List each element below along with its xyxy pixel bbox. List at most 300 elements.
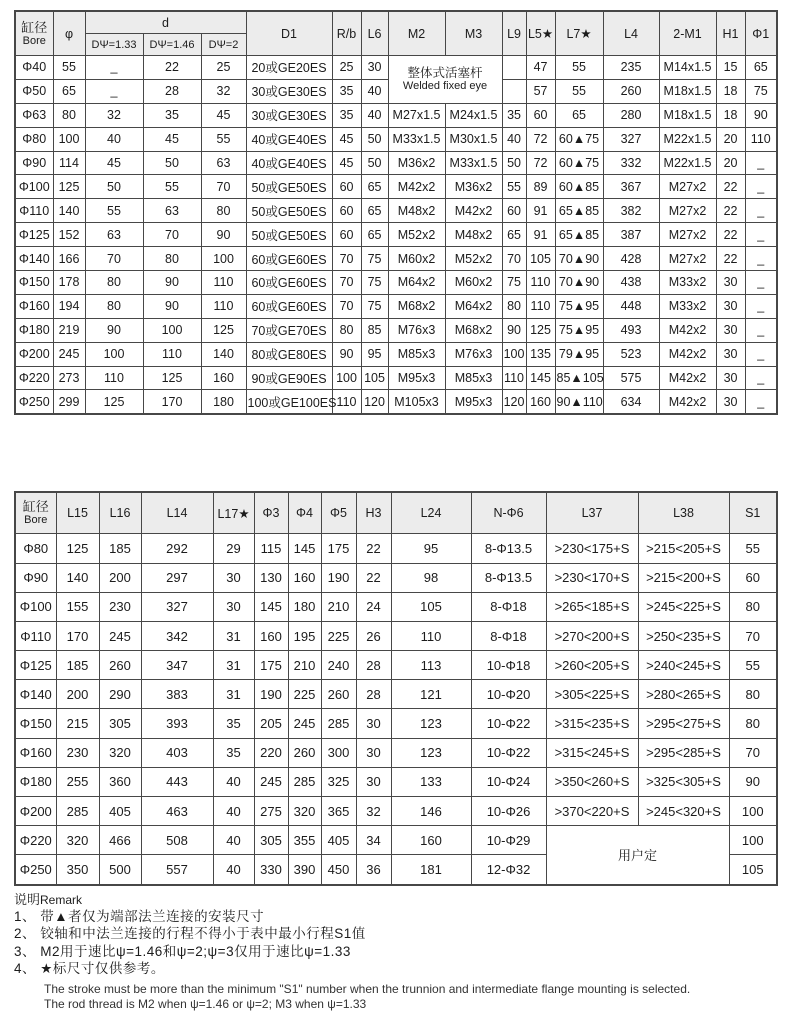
- table-cell: 65: [502, 223, 526, 247]
- header-h1: H1: [716, 11, 745, 56]
- table-cell: 22: [356, 534, 391, 563]
- table-cell: 30或GE30ES: [246, 79, 332, 103]
- table-cell: 10-Φ22: [471, 709, 546, 738]
- table-row: [15, 651, 777, 680]
- table-cell: >350<260+S: [546, 767, 638, 796]
- table-cell: 225: [288, 680, 321, 709]
- header-l17: L17★: [213, 492, 254, 534]
- bore-cell: Φ250: [15, 390, 53, 414]
- table-cell: 70▲90: [555, 271, 603, 295]
- table-cell: 405: [321, 826, 356, 855]
- table-cell: 40: [213, 826, 254, 855]
- table-cell: 60▲75: [555, 151, 603, 175]
- table-cell: M33x1.5: [445, 151, 502, 175]
- table-cell: M30x1.5: [445, 127, 502, 151]
- table-cell: M95x3: [388, 366, 445, 390]
- table-cell: 463: [141, 797, 213, 826]
- table-cell: [502, 56, 526, 80]
- table-cell: 63: [201, 151, 246, 175]
- table-cell: 80: [729, 709, 777, 738]
- table-cell: 110: [526, 271, 555, 295]
- table-cell: M85x3: [445, 366, 502, 390]
- table-row: [15, 175, 777, 199]
- table-cell: 60: [729, 563, 777, 592]
- table-cell: 110: [85, 366, 143, 390]
- table-cell: 80: [143, 247, 201, 271]
- bore-cell: Φ100: [15, 592, 56, 621]
- t2-header-row: [15, 492, 777, 534]
- table-cell: 55: [85, 199, 143, 223]
- table-row: [15, 318, 777, 342]
- table-cell: >215<205+S: [638, 534, 729, 563]
- table-cell: 90: [143, 271, 201, 295]
- header-l9: L9: [502, 11, 526, 56]
- table-cell: 80: [85, 271, 143, 295]
- table-cell: 20: [716, 127, 745, 151]
- table-cell: 72: [526, 127, 555, 151]
- table-cell: 125: [85, 390, 143, 414]
- table-cell: 110: [201, 271, 246, 295]
- table-cell: 85▲105: [555, 366, 603, 390]
- user-defined-cell: 用户定: [546, 826, 729, 885]
- table-cell: 60或GE60ES: [246, 247, 332, 271]
- header-bore-en: Bore: [24, 514, 48, 527]
- table-cell: 45: [85, 151, 143, 175]
- table-cell: 65: [361, 223, 388, 247]
- table-row: [15, 621, 777, 650]
- table-row: [15, 127, 777, 151]
- table-cell: 180: [288, 592, 321, 621]
- bore-cell: Φ150: [15, 709, 56, 738]
- table-cell: _: [745, 294, 777, 318]
- table-cell: 170: [143, 390, 201, 414]
- table-cell: 508: [141, 826, 213, 855]
- table-cell: 100: [85, 342, 143, 366]
- table-cell: 65▲85: [555, 199, 603, 223]
- table-cell: 90: [143, 294, 201, 318]
- remark-item-2: 2、 铰轴和中法兰连接的行程不得小于表中最小行程S1值: [14, 926, 366, 942]
- table-cell: 50: [85, 175, 143, 199]
- table-row: [15, 151, 777, 175]
- table-cell: >240<245+S: [638, 651, 729, 680]
- table-cell: 55: [729, 651, 777, 680]
- table-cell: 60: [526, 103, 555, 127]
- table-cell: 100: [143, 318, 201, 342]
- table-cell: 175: [254, 651, 288, 680]
- table-cell: 450: [321, 855, 356, 885]
- header-d-psi-133: DΨ=1.33: [85, 34, 143, 56]
- table-cell: 40或GE40ES: [246, 127, 332, 151]
- cylinder-dimensions-table-bottom: [14, 491, 778, 885]
- remark-item-4: 4、 ★标尺寸仅供参考。: [14, 961, 165, 977]
- table-cell: _: [745, 366, 777, 390]
- cylinder-dimensions-table-top: [14, 10, 778, 415]
- table-cell: 367: [603, 175, 659, 199]
- header-phi5: Φ5: [321, 492, 356, 534]
- table-cell: 105: [526, 247, 555, 271]
- table-cell: 50: [143, 151, 201, 175]
- table-row: [15, 826, 777, 855]
- table-cell: 100: [729, 826, 777, 855]
- table-cell: 29: [213, 534, 254, 563]
- table-cell: 95: [361, 342, 388, 366]
- table-cell: 91: [526, 199, 555, 223]
- table-cell: M85x3: [388, 342, 445, 366]
- table-cell: 557: [141, 855, 213, 885]
- table-cell: 57: [526, 79, 555, 103]
- table-cell: 100: [53, 127, 85, 151]
- table-cell: 30: [716, 342, 745, 366]
- table-cell: 110: [391, 621, 471, 650]
- table-row: [15, 271, 777, 295]
- table-cell: >315<245+S: [546, 738, 638, 767]
- table-cell: 297: [141, 563, 213, 592]
- bore-cell: Φ140: [15, 247, 53, 271]
- table-row: [15, 709, 777, 738]
- bore-cell: Φ125: [15, 223, 53, 247]
- table-cell: 30: [716, 366, 745, 390]
- table-cell: 60▲75: [555, 127, 603, 151]
- table-cell: 95: [391, 534, 471, 563]
- table-cell: _: [745, 151, 777, 175]
- table-cell: 305: [99, 709, 141, 738]
- table-cell: 194: [53, 294, 85, 318]
- table-cell: >230<175+S: [546, 534, 638, 563]
- table-cell: M48x2: [445, 223, 502, 247]
- table-cell: M60x2: [388, 247, 445, 271]
- table-cell: M76x3: [388, 318, 445, 342]
- table-row: [15, 534, 777, 563]
- table-cell: 50: [361, 151, 388, 175]
- table-cell: 181: [391, 855, 471, 885]
- remarks-title: [14, 892, 776, 908]
- table-cell: >270<200+S: [546, 621, 638, 650]
- table-cell: 75: [745, 79, 777, 103]
- bore-cell: Φ220: [15, 366, 53, 390]
- table-cell: 125: [143, 366, 201, 390]
- header-s1: S1: [729, 492, 777, 534]
- table-cell: M42x2: [659, 366, 716, 390]
- table-cell: 60或GE60ES: [246, 294, 332, 318]
- table-cell: 35: [213, 738, 254, 767]
- table-cell: M18x1.5: [659, 79, 716, 103]
- table-cell: 500: [99, 855, 141, 885]
- table-cell: 45: [201, 103, 246, 127]
- table-cell: 45: [143, 127, 201, 151]
- table-cell: 30: [716, 271, 745, 295]
- bore-cell: Φ125: [15, 651, 56, 680]
- table-cell: 75: [502, 271, 526, 295]
- table-row: [15, 56, 777, 80]
- table-cell: >250<235+S: [638, 621, 729, 650]
- table-cell: 60: [502, 199, 526, 223]
- table-cell: 230: [56, 738, 99, 767]
- table-cell: 28: [143, 79, 201, 103]
- table-cell: 45: [332, 127, 361, 151]
- table-cell: 31: [213, 621, 254, 650]
- table-cell: M42x2: [659, 318, 716, 342]
- header-m3: M3: [445, 11, 502, 56]
- table-row: [15, 738, 777, 767]
- table-cell: M42x2: [388, 175, 445, 199]
- table-cell: 10-Φ20: [471, 680, 546, 709]
- table-cell: 50或GE50ES: [246, 199, 332, 223]
- bore-cell: Φ100: [15, 175, 53, 199]
- table-cell: 70▲90: [555, 247, 603, 271]
- header-rb: R/b: [332, 11, 361, 56]
- table-cell: >280<265+S: [638, 680, 729, 709]
- table-cell: 105: [361, 366, 388, 390]
- table-cell: 10-Φ26: [471, 797, 546, 826]
- table-cell: 50或GE50ES: [246, 175, 332, 199]
- table-cell: 299: [53, 390, 85, 414]
- table-cell: 160: [288, 563, 321, 592]
- table-cell: 110: [745, 127, 777, 151]
- table-cell: 12-Φ32: [471, 855, 546, 885]
- table-cell: M27x2: [659, 175, 716, 199]
- table-cell: 80: [729, 592, 777, 621]
- table-cell: 260: [99, 651, 141, 680]
- table-cell: 145: [254, 592, 288, 621]
- table-cell: 175: [321, 534, 356, 563]
- header-l37: L37: [546, 492, 638, 534]
- table-cell: 20: [716, 151, 745, 175]
- table-cell: 185: [99, 534, 141, 563]
- table-cell: 90: [332, 342, 361, 366]
- table-cell: 110: [502, 366, 526, 390]
- table-cell: 55: [555, 79, 603, 103]
- table-row: [15, 199, 777, 223]
- table-cell: 90: [745, 103, 777, 127]
- table-cell: 90: [85, 318, 143, 342]
- welded-fixed-eye-cell: 整体式活塞杆 Welded fixed eye: [388, 56, 502, 104]
- table-cell: 31: [213, 680, 254, 709]
- table-row: [15, 563, 777, 592]
- table-cell: 133: [391, 767, 471, 796]
- table-row: [15, 103, 777, 127]
- table-cell: _: [85, 56, 143, 80]
- table-cell: 55: [502, 175, 526, 199]
- table-cell: 100: [332, 366, 361, 390]
- table-cell: 448: [603, 294, 659, 318]
- table-cell: 90或GE90ES: [246, 366, 332, 390]
- table-cell: 65: [361, 175, 388, 199]
- bore-cell: Φ250: [15, 855, 56, 885]
- table-cell: 8-Φ18: [471, 592, 546, 621]
- table-cell: >230<170+S: [546, 563, 638, 592]
- table-cell: M42x2: [445, 199, 502, 223]
- table-cell: 70: [143, 223, 201, 247]
- table-cell: M36x2: [445, 175, 502, 199]
- table-cell: 347: [141, 651, 213, 680]
- header-n-phi6: N-Φ6: [471, 492, 546, 534]
- table-row: [15, 680, 777, 709]
- table-cell: 70: [332, 294, 361, 318]
- table-cell: 90: [729, 767, 777, 796]
- table-cell: _: [745, 175, 777, 199]
- table-cell: 210: [288, 651, 321, 680]
- table-cell: 65: [53, 79, 85, 103]
- table-cell: 285: [56, 797, 99, 826]
- bore-cell: Φ40: [15, 56, 53, 80]
- table-cell: 245: [53, 342, 85, 366]
- table-cell: 305: [254, 826, 288, 855]
- table-cell: 245: [99, 621, 141, 650]
- table-row: [15, 294, 777, 318]
- table-cell: 365: [321, 797, 356, 826]
- bore-cell: Φ180: [15, 318, 53, 342]
- header-l15: L15: [56, 492, 99, 534]
- table-cell: M33x1.5: [388, 127, 445, 151]
- table-cell: M27x1.5: [388, 103, 445, 127]
- table-cell: 200: [56, 680, 99, 709]
- header-bore-cn: 缸径: [22, 499, 49, 515]
- table-cell: 273: [53, 366, 85, 390]
- table-cell: >295<285+S: [638, 738, 729, 767]
- table-cell: 100: [502, 342, 526, 366]
- table-cell: 70: [201, 175, 246, 199]
- header-l14: L14: [141, 492, 213, 534]
- table-cell: 45: [332, 151, 361, 175]
- table-cell: 160: [391, 826, 471, 855]
- table-cell: 18: [716, 79, 745, 103]
- table-cell: 200: [99, 563, 141, 592]
- table-cell: M95x3: [445, 390, 502, 414]
- table-cell: 30: [361, 56, 388, 80]
- table-cell: 403: [141, 738, 213, 767]
- table-cell: 195: [288, 621, 321, 650]
- table-cell: 320: [99, 738, 141, 767]
- table-cell: 140: [56, 563, 99, 592]
- header-bore: [15, 492, 56, 534]
- table-cell: 170: [56, 621, 99, 650]
- header-phi: φ: [53, 11, 85, 56]
- table-cell: 30: [213, 563, 254, 592]
- table-cell: M18x1.5: [659, 103, 716, 127]
- table-cell: 523: [603, 342, 659, 366]
- table-cell: 22: [143, 56, 201, 80]
- table-cell: 55: [143, 175, 201, 199]
- remarks-title-cn: 说明: [14, 891, 41, 907]
- bore-cell: Φ150: [15, 271, 53, 295]
- table-cell: 327: [141, 592, 213, 621]
- table-cell: 60或GE60ES: [246, 271, 332, 295]
- remark-english-1: The stroke must be more than the minimum "S1" number when the trunnion and intermediate flange mounting is selected.: [44, 981, 691, 996]
- table-cell: 113: [391, 651, 471, 680]
- table-cell: 332: [603, 151, 659, 175]
- table-cell: 360: [99, 767, 141, 796]
- table-cell: 90▲110: [555, 390, 603, 414]
- table-cell: 260: [288, 738, 321, 767]
- table-cell: 443: [141, 767, 213, 796]
- table-cell: 35: [502, 103, 526, 127]
- table-cell: >245<320+S: [638, 797, 729, 826]
- table-cell: 50: [502, 151, 526, 175]
- table-cell: 30: [716, 294, 745, 318]
- table-cell: M33x2: [659, 294, 716, 318]
- table-cell: 26: [356, 621, 391, 650]
- table-cell: 25: [332, 56, 361, 80]
- table-cell: 393: [141, 709, 213, 738]
- remark-english-2: The rod thread is M2 when ψ=1.46 or ψ=2; M3 when ψ=1.33: [44, 997, 367, 1012]
- table-cell: 75: [361, 247, 388, 271]
- table-cell: 160: [254, 621, 288, 650]
- table-cell: 75▲95: [555, 318, 603, 342]
- table-cell: 85: [361, 318, 388, 342]
- table-cell: M64x2: [388, 271, 445, 295]
- table-cell: 166: [53, 247, 85, 271]
- table-cell: 382: [603, 199, 659, 223]
- t1-header-row-1: [15, 11, 777, 34]
- table-cell: 105: [391, 592, 471, 621]
- remark-item-1: 1、 带▲者仅为端部法兰连接的安装尺寸: [14, 908, 265, 924]
- table-cell: 90: [502, 318, 526, 342]
- table-cell: 146: [391, 797, 471, 826]
- table-cell: 30: [716, 318, 745, 342]
- table-cell: 190: [254, 680, 288, 709]
- header-l38: L38: [638, 492, 729, 534]
- table-cell: 80: [729, 680, 777, 709]
- table-row: [15, 366, 777, 390]
- table-cell: 35: [213, 709, 254, 738]
- table-cell: M27x2: [659, 223, 716, 247]
- table-cell: >370<220+S: [546, 797, 638, 826]
- bore-cell: Φ80: [15, 534, 56, 563]
- table-cell: 70: [729, 621, 777, 650]
- table-cell: M27x2: [659, 247, 716, 271]
- table-cell: 215: [56, 709, 99, 738]
- table-cell: 105: [729, 855, 777, 885]
- table-cell: 22: [716, 247, 745, 271]
- table-cell: >305<225+S: [546, 680, 638, 709]
- bore-cell: Φ200: [15, 342, 53, 366]
- table-cell: >245<225+S: [638, 592, 729, 621]
- table-cell: 275: [254, 797, 288, 826]
- table-cell: >295<275+S: [638, 709, 729, 738]
- table-cell: 285: [288, 767, 321, 796]
- table-cell: 47: [526, 56, 555, 80]
- table-cell: M68x2: [388, 294, 445, 318]
- table-cell: M60x2: [445, 271, 502, 295]
- table-cell: M42x2: [659, 342, 716, 366]
- remark-item-3: 3、 M2用于速比ψ=1.46和ψ=2;ψ=3仅用于速比ψ=1.33: [14, 943, 351, 959]
- header-l24: L24: [391, 492, 471, 534]
- table-cell: 240: [321, 651, 356, 680]
- table-cell: 70: [502, 247, 526, 271]
- table-cell: 219: [53, 318, 85, 342]
- table-cell: 152: [53, 223, 85, 247]
- table-cell: 330: [254, 855, 288, 885]
- table-cell: 55: [729, 534, 777, 563]
- table-cell: 180: [201, 390, 246, 414]
- table-cell: M64x2: [445, 294, 502, 318]
- table-cell: 30: [356, 709, 391, 738]
- table-cell: 110: [143, 342, 201, 366]
- table-cell: 10-Φ24: [471, 767, 546, 796]
- table-cell: 428: [603, 247, 659, 271]
- table-cell: 123: [391, 709, 471, 738]
- header-phi4: Φ4: [288, 492, 321, 534]
- table-row: [15, 247, 777, 271]
- header-h3: H3: [356, 492, 391, 534]
- table-cell: 8-Φ13.5: [471, 534, 546, 563]
- table-cell: 230: [99, 592, 141, 621]
- table-cell: 115: [254, 534, 288, 563]
- table-cell: 114: [53, 151, 85, 175]
- table-cell: 185: [56, 651, 99, 680]
- table-cell: 145: [526, 366, 555, 390]
- table-cell: 383: [141, 680, 213, 709]
